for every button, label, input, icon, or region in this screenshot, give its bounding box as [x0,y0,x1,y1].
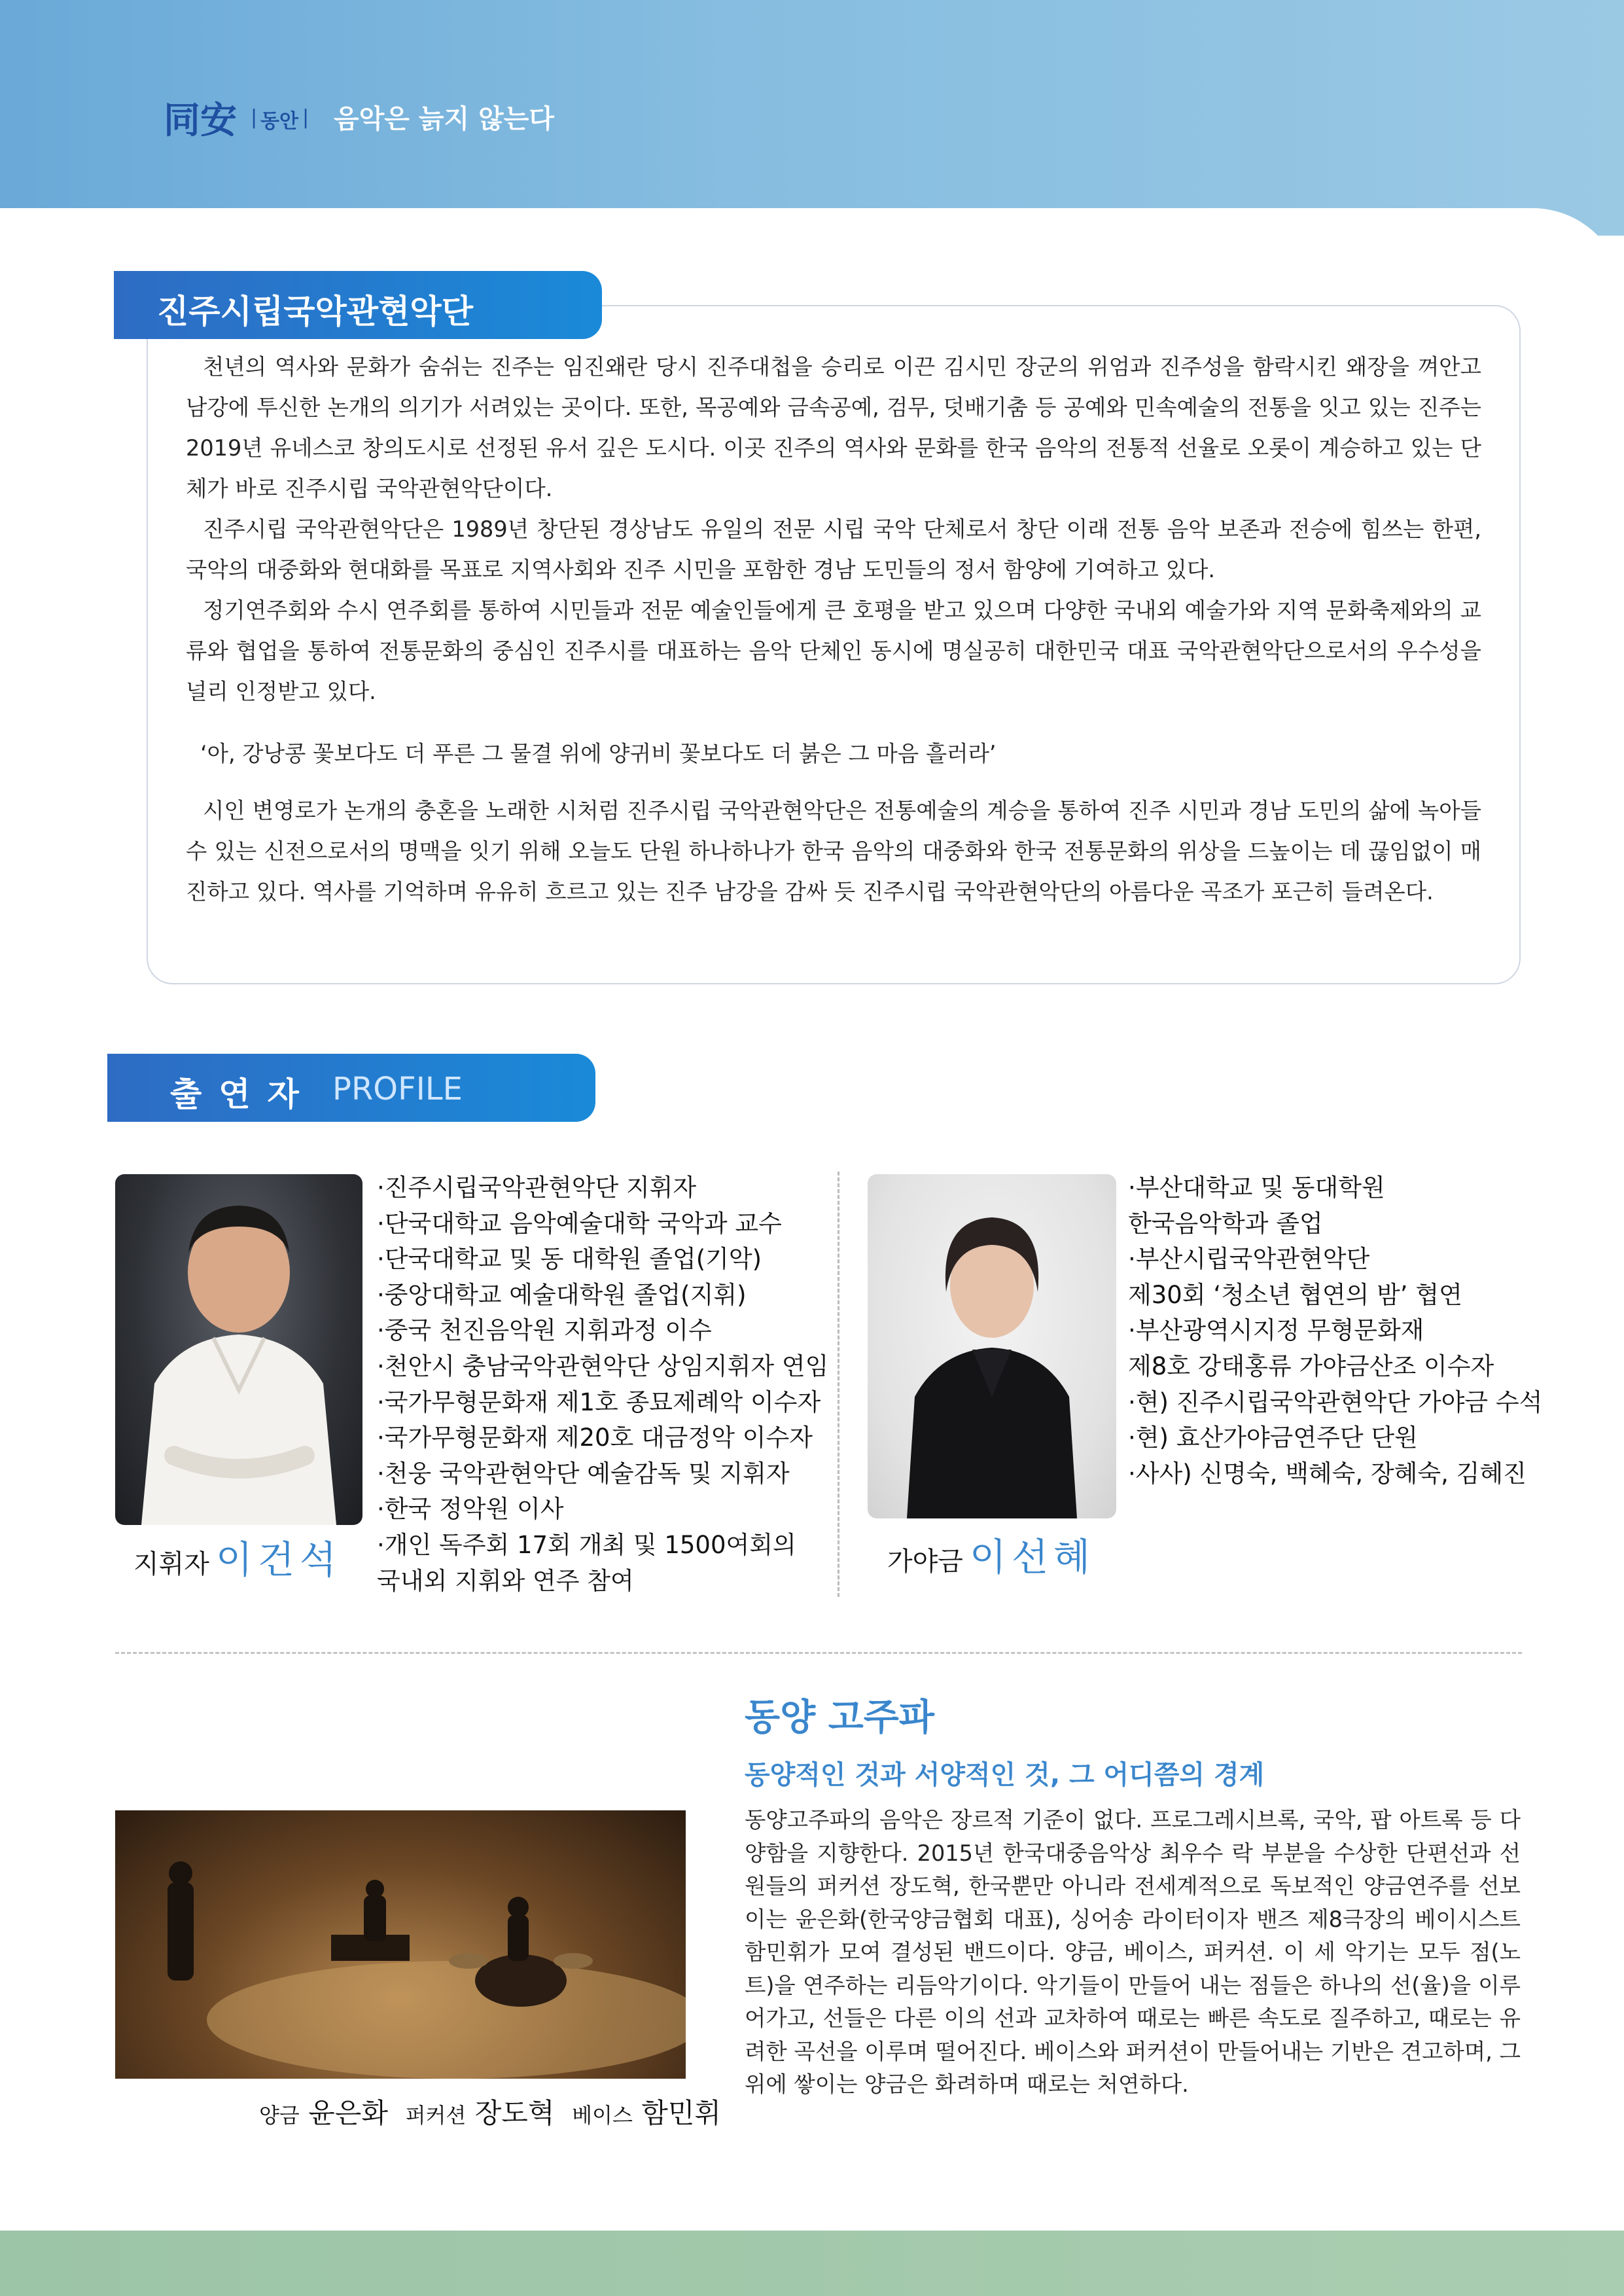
bio-item: ·부산시립국악관현악단 [1128,1245,1370,1274]
section-hanja: 同安 [164,99,237,142]
bio-item: 제30회 ‘청소년 협연의 밤’ 협연 [1128,1280,1462,1309]
caption-name: 함민휘 [641,2097,721,2129]
bio-item: ·단국대학교 및 동 대학원 졸업(기악) [377,1245,762,1274]
bio-item: ·국가무형문화재 제20호 대금정악 이수자 [377,1424,813,1452]
bio-item: ·사사) 신명숙, 백혜숙, 장혜숙, 김혜진 [1128,1459,1527,1488]
orchestra-paragraph: 시인 변영로가 논개의 충혼을 노래한 시처럼 진주시립 국악관현악단은 전통예술의 계승을 통하여 진주 시민과 경남 도민의 삶에 녹아들 수 있는 신전으로서의 명맥을 잇기 위해 오늘도 단원 하나하나가 한국 음악의 대중화와 한국 전통문화의 위상을 드높이는 데 끊임없이 매진하고 있다. 역사를 기억하며 유유히 흐르고 있는 진주 남강을 감싸 듯 진주시립 국악관현악단의 아름다운 곡조가 포근히 들려온다. [186,798,1481,905]
poem-quote: ‘아, 강낭콩 꽃보다도 더 푸른 그 물결 위에 양귀비 꽃보다도 더 붉은 그 마음 흘러라’ [200,741,997,766]
bio-item: ·단국대학교 음악예술대학 국악과 교수 [377,1209,782,1238]
bio-item: ·부산대학교 및 동대학원 [1128,1174,1385,1202]
conductor-photo [115,1174,362,1525]
conductor-portrait-icon [115,1174,362,1525]
page-title: 음악은 늙지 않는다 [334,104,554,134]
section-label: 동안 [260,110,298,133]
bio-item: ·현) 진주시립국악관현악단 가야금 수석 [1128,1388,1543,1416]
conductor-name: 이건석 [215,1537,342,1582]
bio-item: ·한국 정악원 이사 [377,1495,564,1524]
separator: | [302,106,309,129]
orchestra-paragraph: 천년의 역사와 문화가 숨쉬는 진주는 임진왜란 당시 진주대첩을 승리로 이끈 김시민 장군의 위엄과 진주성을 함락시킨 왜장을 껴안고 남강에 투신한 논개의 의기가 서려있는 곳이다. 또한, 목공예와 금속공예, 검무, 덧배기춤 등 공예와 민속예술의 전통을 잇고 있는 진주는 2019년 유네스코 창의도시로 선정된 유서 깊은 도시다. 이곳 진주의 역사와 문화를 한국 음악의 전통적 선율로 오롯이 계승하고 있는 단체가 바로 진주시립 국악관현악단이다. [186,354,1481,501]
profile-heading-ko: 출연자 [170,1075,316,1113]
orchestra-paragraph: 정기연주회와 수시 연주회를 통하여 시민들과 전문 예술인들에게 큰 호평을 받고 있으며 다양한 국내외 예술가와 지역 문화축제와의 교류와 협업을 통하여 전통문화의 중심인 진주시를 대표하는 음악 단체인 동시에 명실공히 대한민국 대표 국악관현악단으로서의 우수성을 널리 인정받고 있다. [186,598,1481,704]
band-subtitle: 동양적인 것과 서양적인 것, 그 어디쯤의 경계 [745,1760,1265,1790]
bio-item: ·중국 천진음악원 지휘과정 이수 [377,1316,712,1345]
caption-role: 양금 [259,2103,300,2128]
caption-name: 윤은화 [308,2097,388,2129]
profile-heading-tab [107,1054,595,1122]
bio-item: ·개인 독주회 17회 개최 및 1500여회의 [377,1530,796,1559]
bio-item: ·중앙대학교 예술대학원 졸업(지휘) [377,1280,747,1309]
gayageum-portrait-icon [868,1174,1116,1518]
bio-item: ·현) 효산가야금연주단 단원 [1128,1424,1418,1452]
band-photo-caption [259,2092,721,2131]
gayageum-player-photo [868,1174,1116,1518]
column-divider [838,1172,839,1597]
bio-item: 한국음악학과 졸업 [1128,1209,1323,1238]
conductor-role: 지휘자 [133,1549,209,1579]
bio-item: 제8호 강태홍류 가야금산조 이수자 [1128,1352,1494,1380]
profile-heading-en: PROFILE [332,1071,463,1107]
bio-item: 국내외 지휘와 연주 참여 [377,1566,634,1595]
caption-name: 장도혁 [474,2097,555,2129]
conductor-name-label [133,1529,342,1584]
bio-item: ·부산광역시지정 무형문화재 [1128,1316,1424,1345]
gayageum-bio-list [1128,1170,1542,1492]
conductor-bio-list [377,1170,828,1599]
band-description: 동양고주파의 음악은 장르적 기준이 없다. 프로그레시브록, 국악, 팝 아트록 등 다양함을 지향한다. 2015년 한국대중음악상 최우수 락 부분을 수상한 단편선과 선원들의 퍼커션 장도혁, 한국뿐만 아니라 전세계적으로 독보적인 양금연주를 선보이는 윤은화(한국양금협회 대표), 싱어송 라이터이자 밴즈 제8극장의 베이시스트 함민휘가 모여 결성된 밴드이다. 양금, 베이스, 퍼커션. 이 세 악기는 모두 점(노트)을 연주하는 리듬악기이다. 악기들이 만들어 내는 점들은 하나의 선(율)을 이루어가고, 선들은 다른 이의 선과 교차하여 때로는 빠른 속도로 질주하고, 때로는 유려한 곡선을 이루며 떨어진다. 베이스와 퍼커션이 만들어내는 기반은 견고하며, 그 위에 쌓이는 양금은 화려하며 때로는 처연하다. [745,1807,1521,2097]
separator: | [251,106,258,129]
gayageum-role: 가야금 [887,1547,963,1577]
bio-item: ·천웅 국악관현악단 예술감독 및 지휘자 [377,1459,790,1488]
orchestra-heading: 진주시립국악관현악단 [157,293,473,331]
gayageum-name: 이선혜 [969,1535,1096,1579]
header-band [0,0,1624,236]
gayageum-name-label [887,1526,1095,1581]
stage-scene-icon [115,1810,686,2079]
caption-role: 베이스 [572,2103,633,2128]
footer-band [0,2231,1624,2296]
bio-item: ·천안시 충남국악관현악단 상임지휘자 연임 [377,1352,829,1380]
band-photo [115,1810,686,2079]
orchestra-heading-tab [114,271,602,339]
orchestra-paragraph: 진주시립 국악관현악단은 1989년 창단된 경상남도 유일의 전문 시립 국악 단체로서 창단 이래 전통 음악 보존과 전승에 힘쓰는 한편, 국악의 대중화와 현대화를 목표로 지역사회와 진주 시민을 포함한 경남 도민들의 정서 함양에 기여하고 있다. [186,516,1481,583]
bio-item: ·국가무형문화재 제1호 종묘제례악 이수자 [377,1388,821,1416]
section-divider [115,1652,1522,1654]
band-title: 동양 고주파 [745,1696,934,1739]
caption-role: 퍼커션 [405,2103,467,2128]
bio-item: ·진주시립국악관현악단 지휘자 [377,1174,697,1202]
